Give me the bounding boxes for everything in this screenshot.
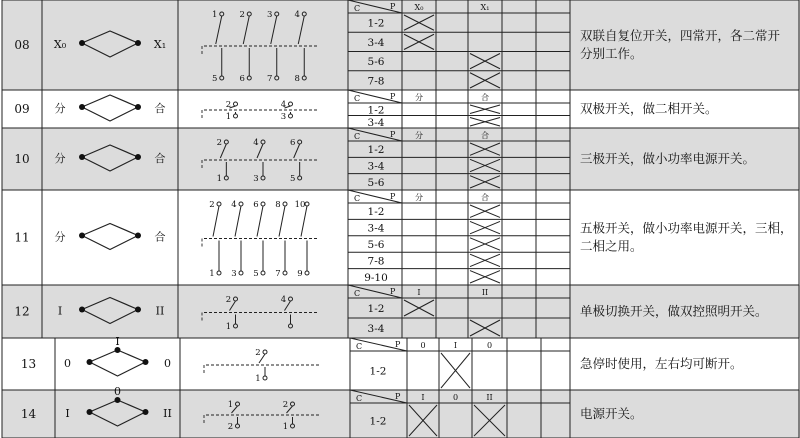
header-p: P <box>395 392 401 401</box>
terminal-label: 3 <box>231 269 237 279</box>
terminal <box>234 102 238 106</box>
terminal <box>239 202 243 206</box>
terminal-label: 2 <box>282 400 289 410</box>
terminal-label: 2 <box>225 295 232 305</box>
contact-pair: 7-8 <box>367 255 385 268</box>
terminal <box>234 114 238 118</box>
header-position: 合 <box>481 193 489 202</box>
terminal-label: 3 <box>267 10 273 20</box>
header-c: C <box>354 132 361 141</box>
contact-pair: 3-4 <box>367 323 385 335</box>
position-right-label: 合 <box>154 102 166 115</box>
position-dot <box>87 359 93 365</box>
contact-pair: 5-6 <box>367 56 385 69</box>
row-number: 10 <box>14 152 30 166</box>
terminal <box>239 271 243 275</box>
description-text: 三极开关，做小功率电源开关。 <box>580 151 756 166</box>
row-number: 13 <box>20 357 37 371</box>
header-position: II <box>486 393 493 402</box>
terminal-label: 3 <box>280 112 287 122</box>
header-position: 分 <box>415 193 423 202</box>
position-middle-label: 0 <box>114 385 121 398</box>
header-position: I <box>453 341 458 350</box>
terminal <box>263 376 267 380</box>
terminal-label: 7 <box>275 269 281 279</box>
terminal-label: 2 <box>227 422 234 432</box>
header-position: I <box>421 393 425 402</box>
header-c: C <box>354 289 361 298</box>
contact-pair: 5-6 <box>367 239 385 251</box>
terminal-label: 6 <box>253 200 259 210</box>
position-left-label: 0 <box>64 357 71 370</box>
position-dot <box>135 40 141 46</box>
contact-blade <box>235 206 241 237</box>
position-arc <box>82 95 138 107</box>
position-dot <box>135 307 141 313</box>
position-left-label: 分 <box>54 102 66 115</box>
position-dot <box>135 104 141 110</box>
contact-pair: 1-2 <box>367 144 385 157</box>
terminal <box>289 102 293 106</box>
header-c: C <box>356 394 363 403</box>
contact-pair: 3-4 <box>367 222 385 235</box>
terminal-label: 4 <box>280 100 287 110</box>
header-position: 合 <box>481 131 489 140</box>
terminal-label: 1 <box>216 174 223 184</box>
row-box <box>2 190 799 285</box>
terminal-label: 2 <box>239 10 245 20</box>
position-dot <box>79 307 85 313</box>
contact-blade <box>257 206 263 237</box>
terminal-label: 6 <box>289 138 296 148</box>
position-dot <box>87 409 93 415</box>
position-dot <box>79 233 85 239</box>
contact-pair: 3-4 <box>367 36 385 49</box>
description-text: 单极切换开关，做双控照明开关。 <box>580 303 768 319</box>
position-dot <box>143 409 149 415</box>
header-p: P <box>395 340 401 349</box>
terminal-label: 4 <box>280 295 287 305</box>
row-number: 08 <box>14 38 30 52</box>
terminal-label: 9 <box>297 269 303 279</box>
terminal <box>263 350 267 354</box>
contact-pair: 1-2 <box>369 415 387 428</box>
header-position: 分 <box>415 93 423 102</box>
terminal-label: 1 <box>212 10 218 20</box>
header-c: C <box>356 342 363 351</box>
contact-pair: 9-10 <box>364 271 388 284</box>
terminal-label: 2 <box>209 200 215 210</box>
header-p: P <box>390 192 396 201</box>
header-position: 0 <box>420 341 426 350</box>
contact-blade <box>213 206 219 237</box>
terminal <box>217 202 221 206</box>
description-text: 五极开关，做小功率电源开关，三相， <box>580 220 793 236</box>
position-right-label: X₁ <box>153 38 167 51</box>
terminal-label: 5 <box>212 74 218 84</box>
terminal <box>217 271 221 275</box>
position-left-label: 分 <box>54 230 66 244</box>
description-text: 双联自复位开关，四常开，各二常开 <box>580 28 781 43</box>
position-left-label: I <box>65 407 70 420</box>
linkage-line <box>202 110 318 118</box>
header-position: 分 <box>415 131 423 140</box>
terminal-label: 4 <box>253 138 259 148</box>
terminal-label: 1 <box>225 322 232 332</box>
terminal-label: 2 <box>255 348 261 358</box>
position-arc <box>82 224 138 236</box>
terminal-label: 1 <box>282 422 289 432</box>
header-position: 0 <box>486 341 493 350</box>
row-number: 11 <box>14 230 30 245</box>
terminal-label: 2 <box>225 100 232 110</box>
terminal <box>261 271 265 275</box>
header-position: X₁ <box>480 3 490 12</box>
terminal-label: 1 <box>225 112 232 122</box>
description-text: 双极开关，做二相开关。 <box>580 101 718 116</box>
terminal-label: 10 <box>294 200 306 210</box>
terminal-label: 4 <box>231 200 237 210</box>
contact-blade <box>279 206 285 237</box>
row-shade <box>2 390 800 438</box>
position-right-label: 合 <box>154 230 166 244</box>
position-left-label: 分 <box>54 152 66 165</box>
position-right-label: II <box>163 407 172 420</box>
terminal-label: 3 <box>253 174 259 184</box>
terminal-label: 1 <box>255 374 261 384</box>
terminal-label: 1 <box>209 269 215 279</box>
header-p: P <box>390 287 396 296</box>
row-number: 12 <box>14 304 30 319</box>
contact-pair: 3-4 <box>367 116 385 129</box>
position-dot <box>135 154 141 160</box>
terminal-label: 7 <box>267 74 273 84</box>
terminal <box>261 202 265 206</box>
position-dot <box>79 104 85 110</box>
terminal-label: 1 <box>227 400 234 410</box>
terminal-label: 8 <box>275 200 281 210</box>
header-p: P <box>390 92 396 101</box>
header-c: C <box>354 4 361 13</box>
terminal-label: 2 <box>216 138 223 148</box>
terminal <box>305 202 309 206</box>
position-right-label: 合 <box>154 152 166 165</box>
terminal <box>283 202 287 206</box>
header-c: C <box>354 194 361 203</box>
description-text: 二相之用。 <box>580 238 643 254</box>
header-position: 合 <box>481 93 489 102</box>
description-text: 急停时使用，左右均可断开。 <box>580 356 743 371</box>
description-text: 分别工作。 <box>580 46 643 61</box>
position-vee <box>82 236 138 250</box>
terminal-label: 4 <box>294 10 300 20</box>
position-left-label: I <box>57 304 63 318</box>
contact-pair: 7-8 <box>367 75 385 88</box>
terminal <box>289 114 293 118</box>
position-dot <box>135 233 141 239</box>
contact-pair: 1-2 <box>369 365 387 378</box>
position-dot <box>79 40 85 46</box>
description-text: 电源开关。 <box>580 406 643 421</box>
header-position: 0 <box>452 393 459 402</box>
contact-pair: 1-2 <box>367 303 385 315</box>
terminal-label: 5 <box>289 174 296 184</box>
position-vee <box>90 362 146 376</box>
position-dot <box>143 359 149 365</box>
header-c: C <box>354 94 361 103</box>
contact-blade <box>301 206 307 237</box>
contact-pair: 1-2 <box>367 17 385 30</box>
position-left-label: X₀ <box>53 38 67 51</box>
header-position: I <box>417 288 421 297</box>
header-position: II <box>481 288 489 297</box>
terminal <box>305 271 309 275</box>
header-p: P <box>390 2 396 11</box>
contact-pair: 3-4 <box>367 160 385 173</box>
terminal <box>283 271 287 275</box>
position-dot <box>79 154 85 160</box>
terminal-label: 8 <box>294 74 300 84</box>
linkage-line <box>204 365 320 373</box>
position-right-label: II <box>155 304 165 318</box>
header-position: X₀ <box>414 3 424 12</box>
contact-pair: 5-6 <box>367 176 385 189</box>
position-right-label: 0 <box>164 357 171 370</box>
row-number: 09 <box>14 102 30 116</box>
terminal-label: 5 <box>253 269 259 279</box>
terminal-label: 6 <box>239 74 245 84</box>
contact-pair: 1-2 <box>367 206 385 219</box>
position-vee <box>82 107 138 121</box>
position-middle-label: I <box>115 335 120 348</box>
header-p: P <box>390 130 396 139</box>
row-number: 14 <box>20 407 37 421</box>
contact-pair: 1-2 <box>367 104 385 117</box>
